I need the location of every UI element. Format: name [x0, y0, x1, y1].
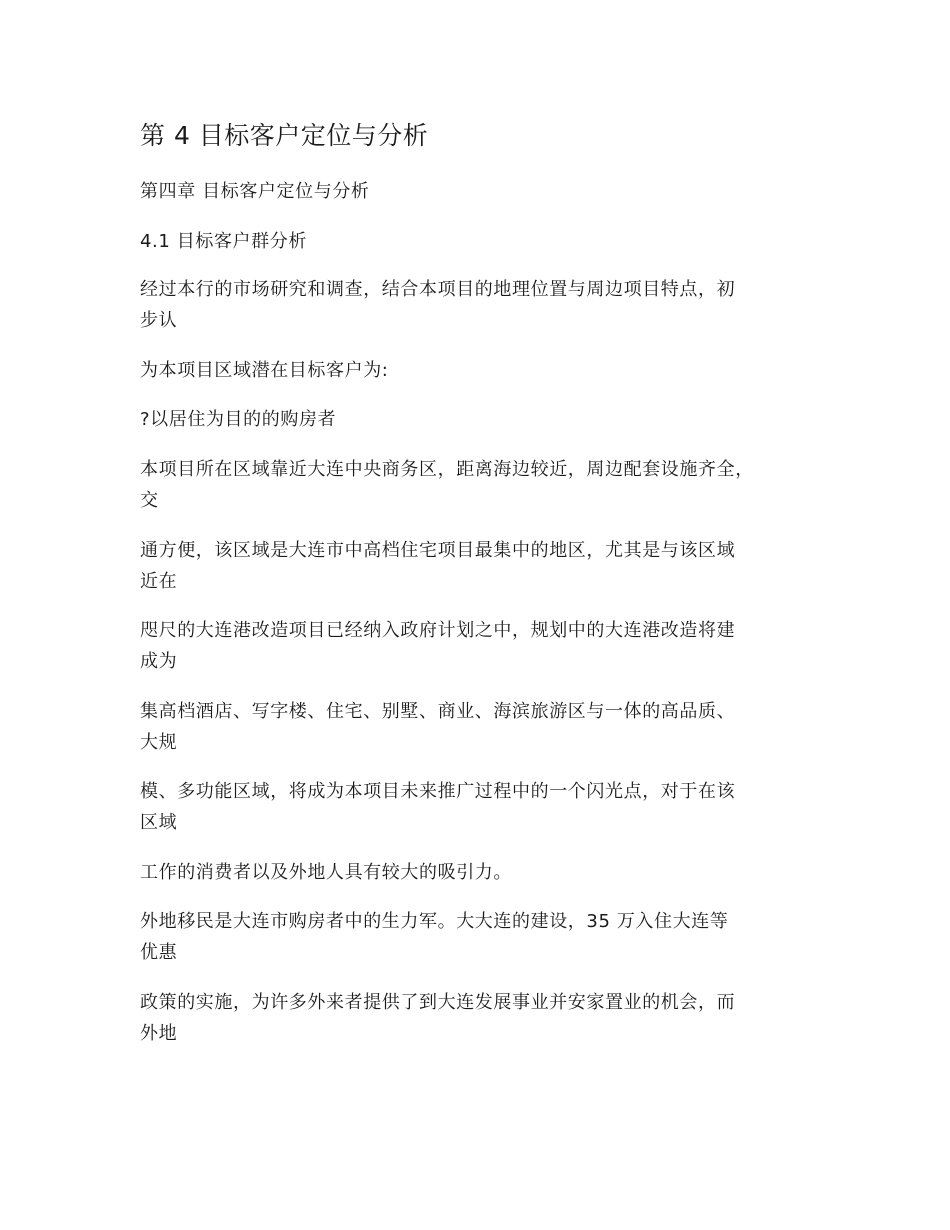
paragraph-line: 大规: [140, 732, 178, 753]
paragraph-line: 步认: [140, 310, 178, 331]
paragraph-line: 通方便，该区域是大连市中高档住宅项目最集中的地区，尤其是与该区域: [140, 540, 736, 561]
document-title: 第 4 目标客户定位与分析: [140, 121, 429, 150]
paragraph-line: 交: [140, 490, 159, 511]
paragraph: [140, 535, 830, 597]
paragraph-line: 模、多功能区域，将成为本项目未来推广过程中的一个闪光点，对于在该: [140, 781, 736, 802]
paragraph: [140, 987, 830, 1049]
paragraph-line: ?以居住为目的的购房者: [140, 409, 337, 430]
paragraph-line: 经过本行的市场研究和调查，结合本项目的地理位置与周边项目特点，初: [140, 279, 736, 300]
paragraph: [140, 454, 830, 516]
paragraph: [140, 355, 830, 386]
paragraph: [140, 274, 830, 336]
section-heading: 4.1 目标客户群分析: [140, 231, 307, 252]
paragraph-line: 本项目所在区域靠近大连中央商务区，距离海边较近，周边配套设施齐全，: [140, 459, 754, 480]
paragraph-line: 区域: [140, 812, 178, 833]
paragraph-line: 优惠: [140, 942, 178, 963]
paragraph: [140, 906, 830, 968]
paragraph-line: 咫尺的大连港改造项目已经纳入政府计划之中，规划中的大连港改造将建: [140, 620, 736, 641]
paragraph-line: 集高档酒店、写字楼、住宅、别墅、商业、海滨旅游区与一体的高品质、: [140, 701, 736, 722]
paragraph-line: 为本项目区域潜在目标客户为:: [140, 360, 389, 381]
paragraph-line: 近在: [140, 571, 178, 592]
paragraph-line: 外地移民是大连市购房者中的生力军。大大连的建设，35 万入住大连等: [140, 911, 729, 932]
paragraph: [140, 776, 830, 838]
paragraph-line: 成为: [140, 651, 178, 672]
paragraph-line: 工作的消费者以及外地人具有较大的吸引力。: [140, 862, 512, 883]
paragraph-line: 外地: [140, 1023, 178, 1044]
paragraph: [140, 857, 830, 888]
chapter-heading: 第四章 目标客户定位与分析: [140, 181, 370, 202]
paragraph-line: 政策的实施，为许多外来者提供了到大连发展事业并安家置业的机会，而: [140, 992, 736, 1013]
paragraph: [140, 615, 830, 677]
paragraph: [140, 696, 830, 758]
paragraph: [140, 404, 830, 435]
